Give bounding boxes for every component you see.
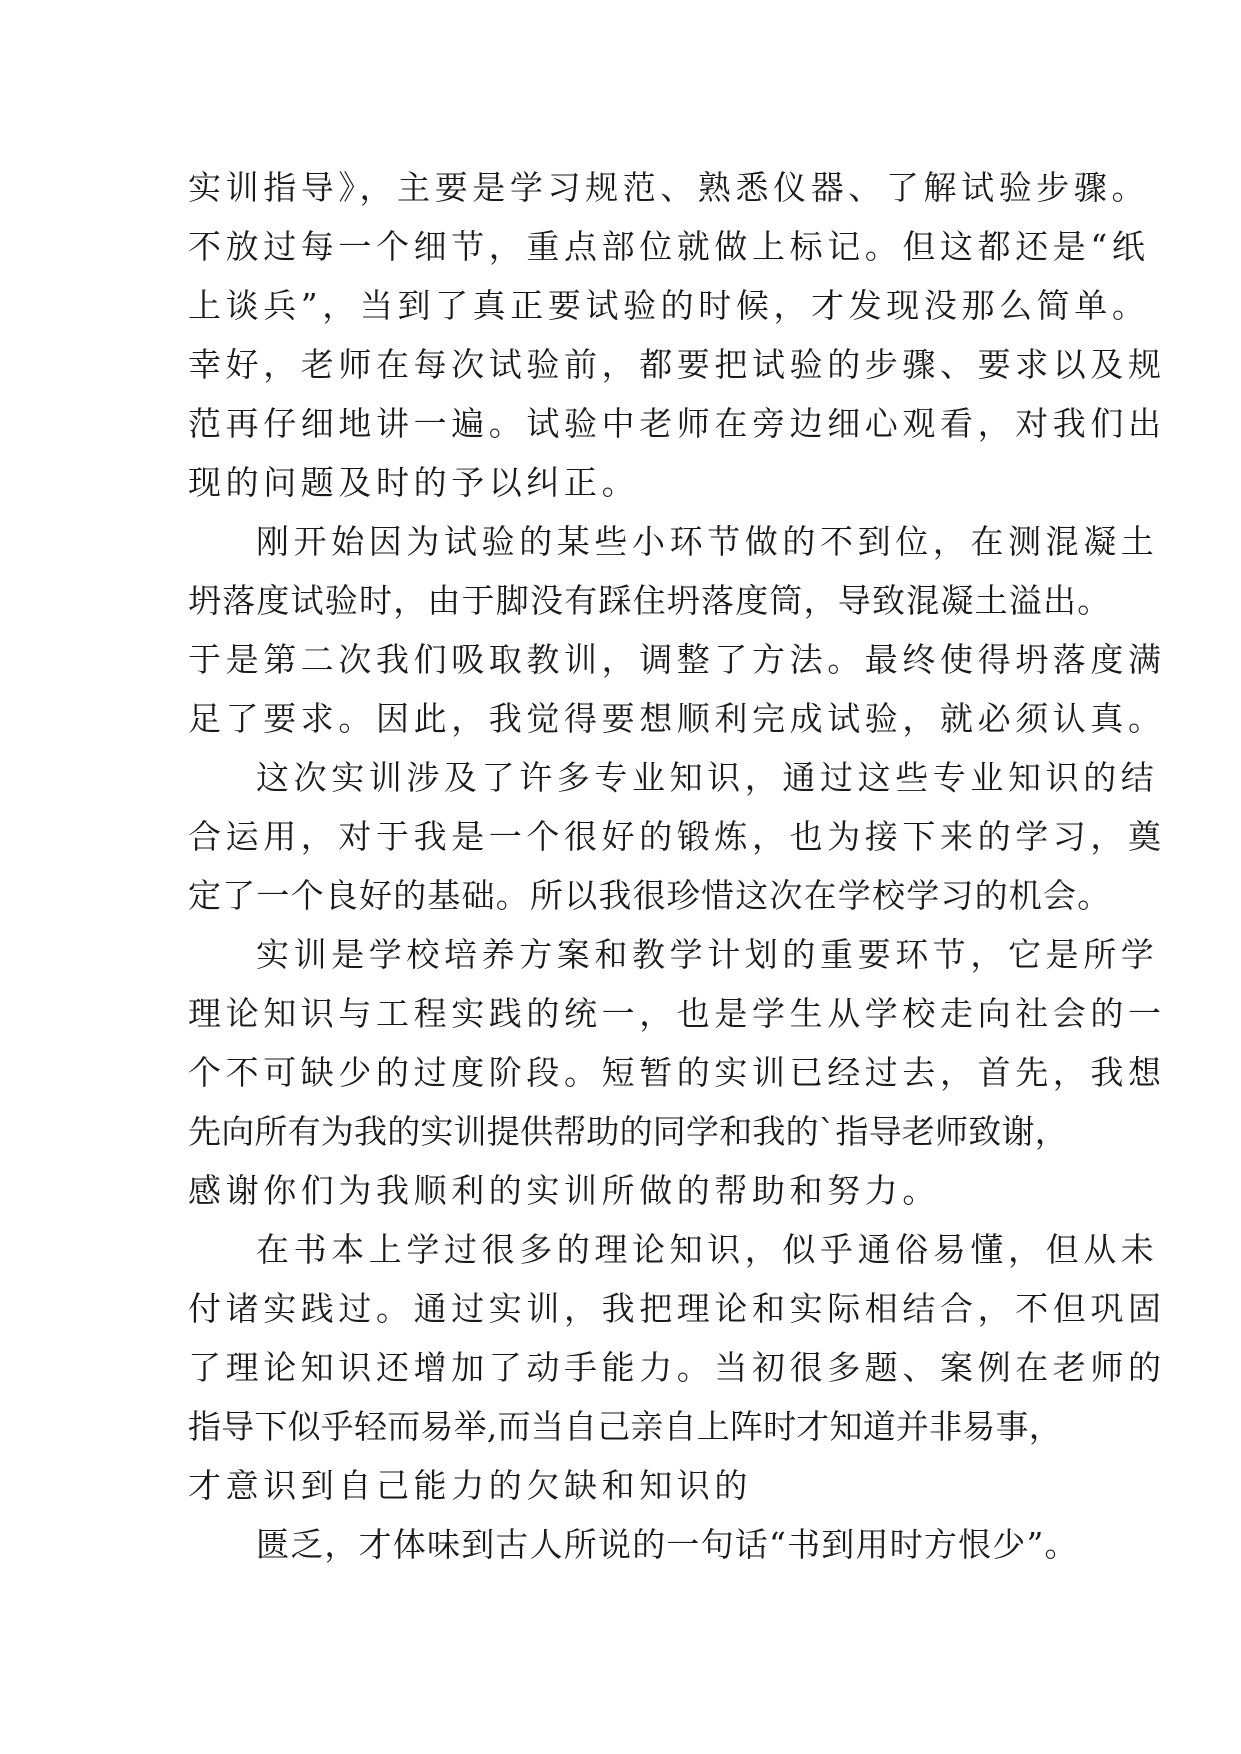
text-line: 了理论知识还增加了动手能力。当初很多题、案例在老师的 xyxy=(188,1348,1166,1387)
text-line: 实训指导》，主要是学习规范、熟悉仪器、了解试验步骤。 xyxy=(188,168,1150,207)
paragraph-first-line: 刚开始因为试验的某些小环节做的不到位，在测混凝土 xyxy=(256,522,1159,561)
text-line: 于是第二次我们吸取教训，调整了方法。最终使得坍落度满 xyxy=(188,640,1166,679)
paragraph-first-line: 实训是学校培养方案和教学计划的重要环节，它是所学 xyxy=(256,935,1159,974)
text-line: 范再仔细地讲一遍。试验中老师在旁边细心观看，对我们出 xyxy=(188,404,1166,443)
text-line: 理论知识与工程实践的统一，也是学生从学校走向社会的一 xyxy=(188,994,1166,1033)
text-line: 先向所有为我的实训提供帮助的同学和我的`指导老师致谢， xyxy=(188,1112,1068,1151)
text-line: 合运用，对于我是一个很好的锻炼，也为接下来的学习，奠 xyxy=(188,817,1166,856)
text-line: 感谢你们为我顺利的实训所做的帮助和努力。 xyxy=(188,1171,940,1210)
text-line: 现的问题及时的予以纠正。 xyxy=(188,463,640,502)
text-line: 不放过每一个细节，重点部位就做上标记。但这都还是“纸 xyxy=(188,227,1150,266)
text-line: 定了一个良好的基础。所以我很珍惜这次在学校学习的机会。 xyxy=(188,876,1112,915)
paragraph-first-line: 匮乏，才体味到古人所说的一句话“书到用时方恨少”。 xyxy=(256,1525,1079,1564)
text-line: 付诸实践过。通过实训，我把理论和实际相结合，不但巩固 xyxy=(188,1289,1166,1328)
text-line: 指导下似乎轻而易举,而当自己亲自上阵时才知道并非易事， xyxy=(188,1407,1062,1446)
body-text xyxy=(188,158,1166,1574)
paragraph-first-line: 这次实训涉及了许多专业知识，通过这些专业知识的结 xyxy=(256,758,1159,797)
text-line: 上谈兵”，当到了真正要试验的时候，才发现没那么简单。 xyxy=(188,286,1150,325)
text-line: 个不可缺少的过度阶段。短暂的实训已经过去，首先，我想 xyxy=(188,1053,1166,1092)
paragraph-first-line: 在书本上学过很多的理论知识，似乎通俗易懂，但从未 xyxy=(256,1230,1159,1269)
text-line: 才意识到自己能力的欠缺和知识的 xyxy=(188,1466,752,1505)
text-line: 幸好，老师在每次试验前，都要把试验的步骤、要求以及规 xyxy=(188,345,1166,384)
text-line: 坍落度试验时，由于脚没有踩住坍落度筒，导致混凝土溢出。 xyxy=(188,581,1112,620)
text-line: 足了要求。因此，我觉得要想顺利完成试验，就必须认真。 xyxy=(188,699,1166,738)
